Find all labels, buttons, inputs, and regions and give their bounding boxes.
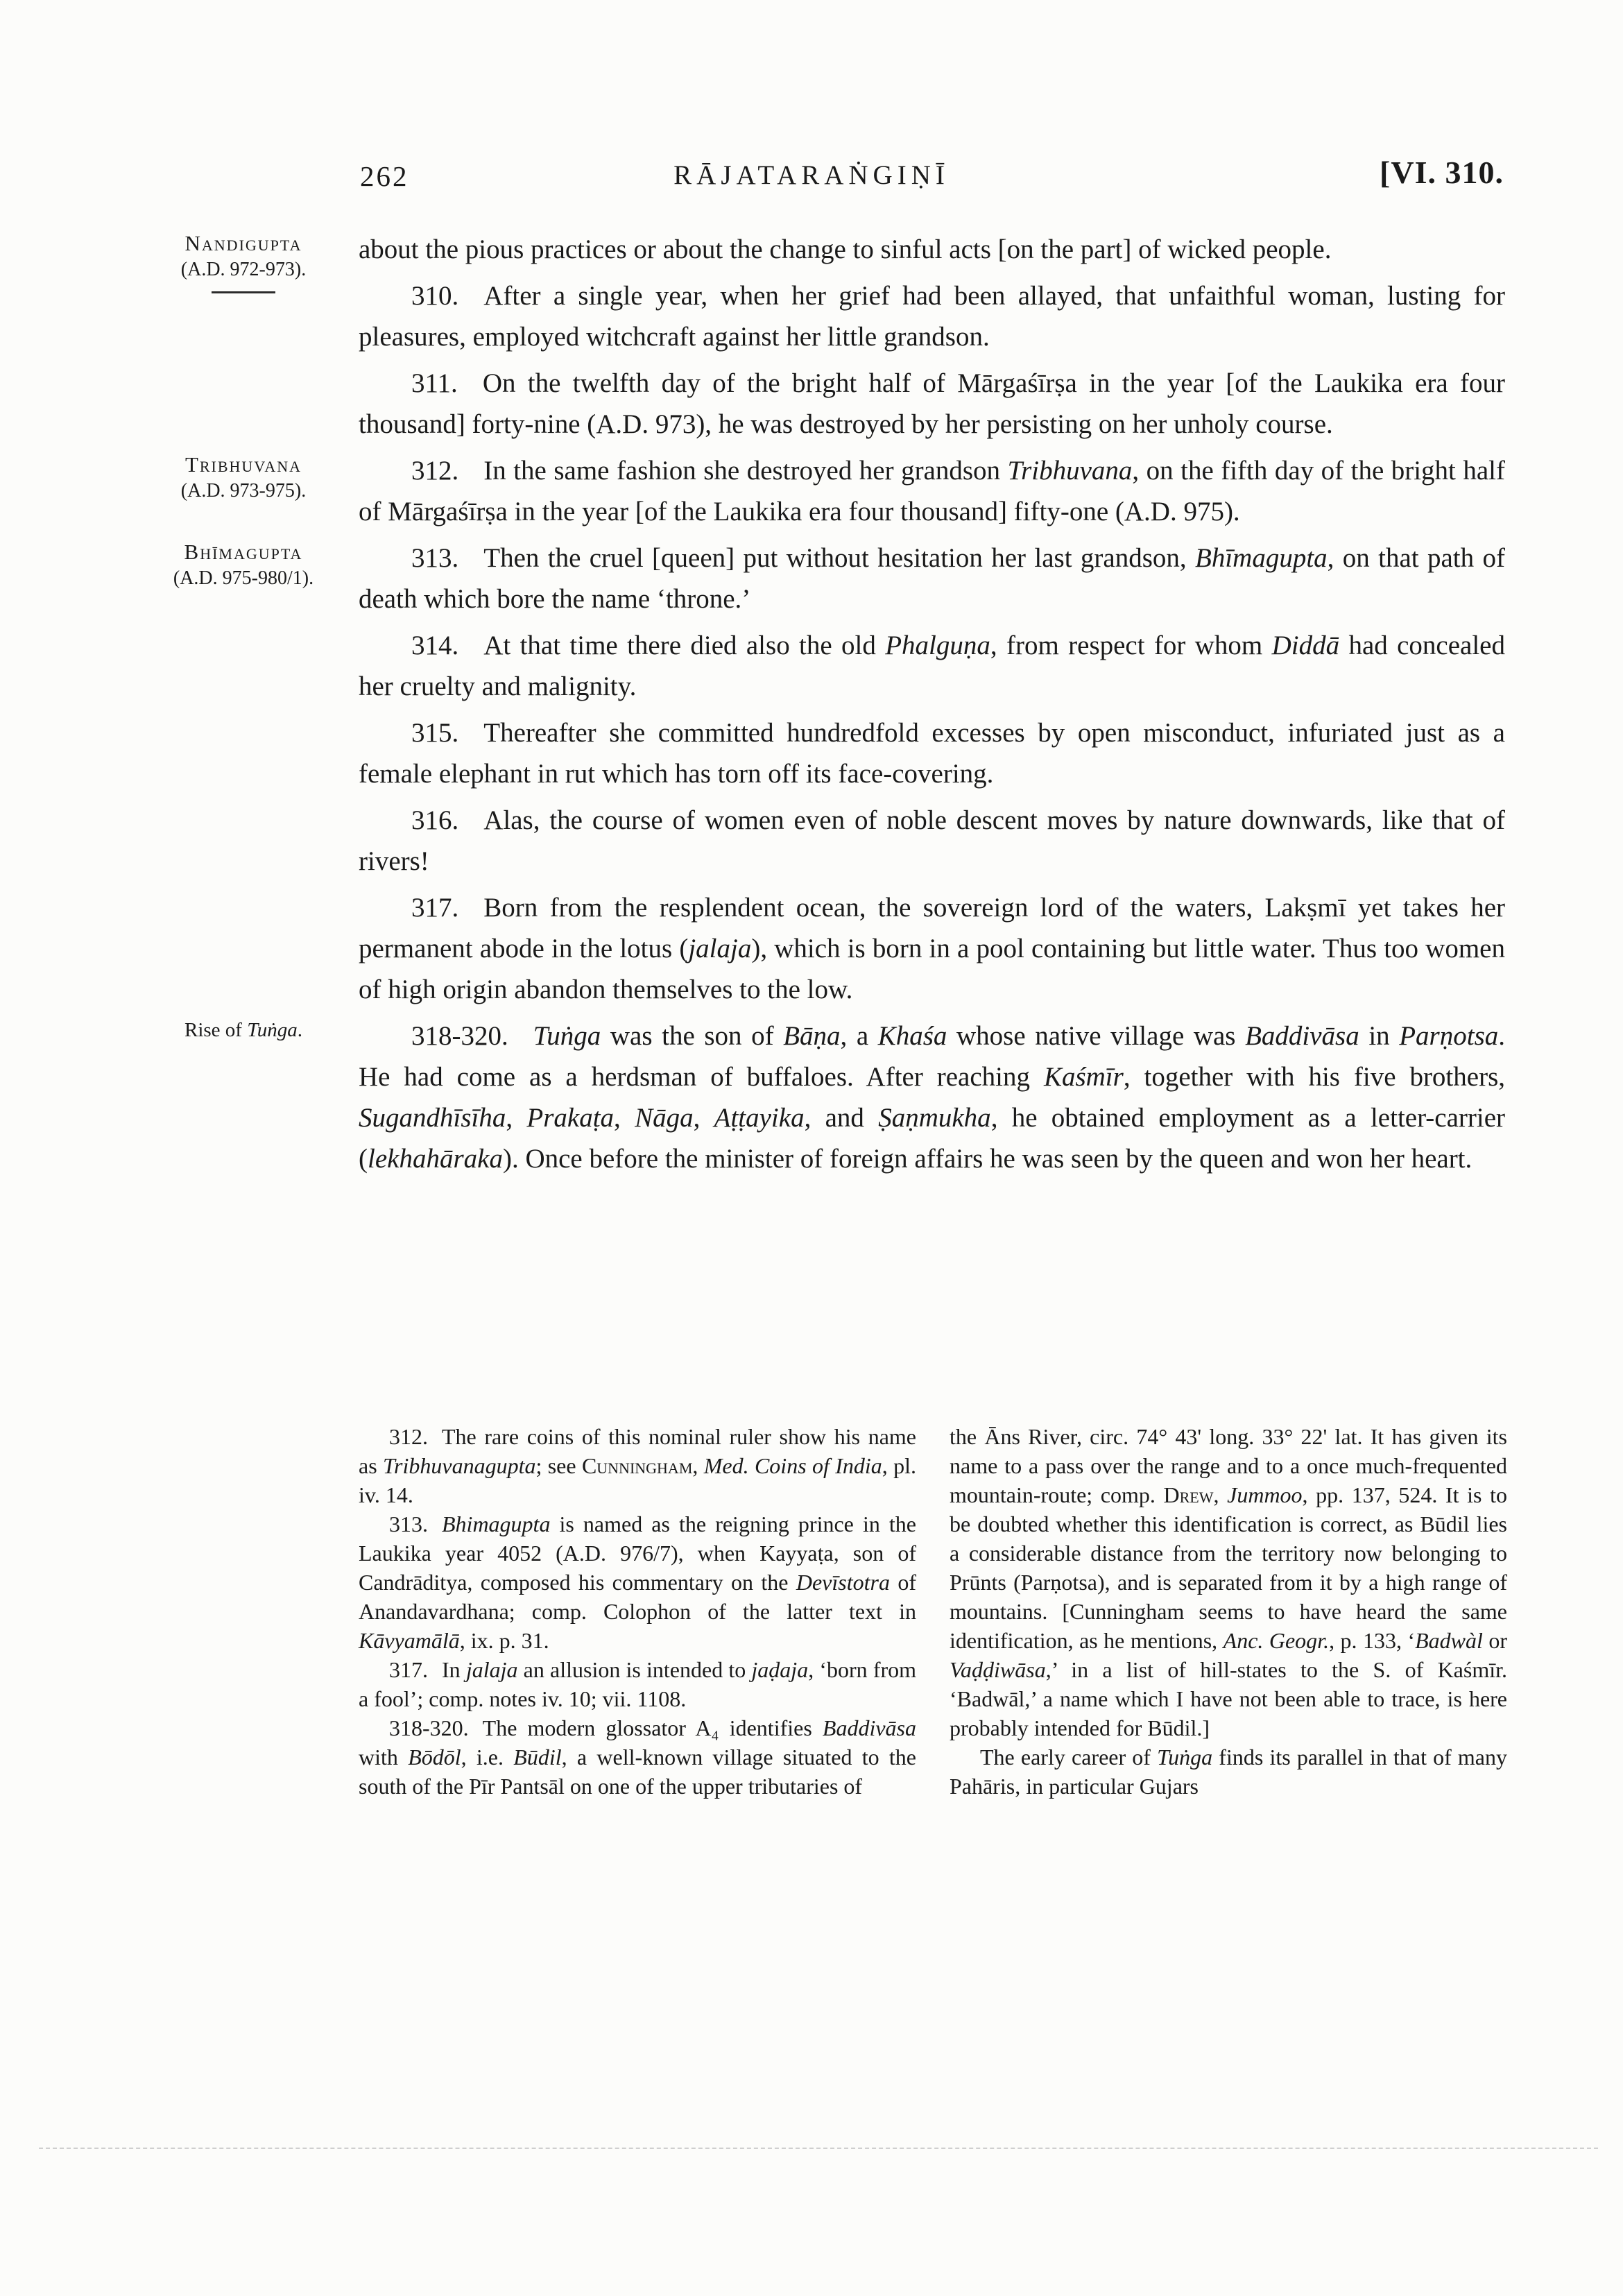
paragraph-continuation (180, 229, 1505, 280)
verse-paragraph-310 (359, 275, 1505, 357)
regnal-dates: (A.D. 973-975). (180, 480, 307, 502)
paragraph-text: 310. After a single year, when her grief had been allayed, that unfaithful woman, lusting for pleasures, employed witchcraft against her little grandson. (359, 281, 1505, 352)
footnote-closing: The early career of Tuṅga finds its parallel in that of many Pahāris, in particular Gujars (950, 1745, 1508, 1799)
margin-note-text: Rise of Tuṅga. (184, 1019, 302, 1041)
verse-paragraph-315 (359, 712, 1505, 794)
regnal-name: Tribhuvana (184, 452, 302, 477)
paragraph-text: 315. Thereafter she committed hundredfold excesses by open misconduct, infuriated just as a female elephant in rut which has torn off its face-covering. (359, 718, 1505, 789)
margin-note-nandigupta (139, 230, 348, 293)
footnote-column-left (359, 1422, 916, 1801)
footnote-column-right (950, 1422, 1507, 1801)
verse-paragraph-316 (359, 800, 1505, 882)
paragraph-text: 313. Then the cruel [queen] put without hesitation her last grandson, Bhīmagupta, on that path of death which bore the name ‘throne.’ (359, 543, 1505, 614)
verse-paragraph-317 (359, 887, 1505, 1010)
paragraph-text: 317. Born from the resplendent ocean, the sovereign lord of the waters, Lakṣmī yet takes her permanent abode in the lotus (jalaja), which is born in a pool containing but little water. Thus too women of high origin abandon themselves to the low. (359, 893, 1505, 1004)
footnote-313: 313. Bhimagupta is named as the reigning prince in the Laukika year 4052 (A.D. 976/7), when Kayyaṭa, son of Candrāditya, composed his commentary on the Devīstotra of Anandavardhana; comp. Colophon of the latter text in Kāvyamālā, ix. p. 31. (359, 1511, 916, 1653)
footnote-317: 317. In jalaja an allusion is intended to jaḍaja, ‘born from a fool’; comp. notes iv. 10; vii. 1108. (359, 1657, 917, 1711)
page-number: 262 (360, 160, 409, 192)
paragraph-text: 314. At that time there died also the old Phalguṇa, from respect for whom Diddā had concealed her cruelty and malignity. (359, 631, 1505, 701)
margin-note-tribhuvana (139, 452, 348, 504)
verse-paragraph-313 (173, 538, 1505, 619)
paragraph-text: about the pious practices or about the change to sinful acts [on the part] of wicked people. (359, 234, 1332, 264)
paragraph-text: 311. On the twelfth day of the bright half of Mārgaśīrṣa in the year [of the Laukika era four thousand] forty-nine (A.D. 973), he was destroyed by her persisting on her unholy course. (359, 368, 1505, 439)
footnote-318-320: 318-320. The modern glossator A₄ identifies Baddivāsa with Bōdōl, i.e. Būdil, a well-known village situated to the south of the Pīr Pantsāl on one of the upper tributaries of (359, 1715, 917, 1799)
footnotes (359, 1422, 1507, 1801)
regnal-dates: (A.D. 975-980/1). (173, 567, 314, 589)
paragraph-text: 318-320. Tuṅga was the son of Bāṇa, a Khaśa whose native village was Baddivāsa in Parṇotsa. He had come as a herdsman of buffaloes. After reaching Kaśmīr, together with his five brothers, Sugandhīsīha, Prakaṭa, Nāga, Aṭṭayika, and Ṣaṇmukha, he obtained employment as a letter-carrier (lekhahāraka). Once before the minister of foreign affairs he was seen by the queen and won her heart. (359, 1021, 1506, 1174)
footnote-312: 312. The rare coins of this nominal ruler show his name as Tribhuvanagupta; see Cunningham, Med. Coins of India, pl. iv. 14. (359, 1424, 917, 1507)
regnal-name: Bhīmagupta (184, 540, 303, 564)
running-title: RĀJATARAṄGIṆĪ (673, 160, 950, 190)
verse-paragraph-311 (359, 363, 1505, 445)
margin-note-rule (212, 291, 275, 293)
paragraph-text: 316. Alas, the course of women even of noble descent moves by nature downwards, like that of rivers! (359, 805, 1505, 876)
regnal-dates: (A.D. 972-973). (180, 259, 307, 280)
paragraph-text: 312. In the same fashion she destroyed her grandson Tribhuvana, on the fifth day of the bright half of Mārgaśīrṣa in the year [of the Laukika era four thousand] fifty-one (A.D. 975). (359, 456, 1505, 526)
verse-paragraph-312 (180, 450, 1505, 532)
verse-paragraph-314 (359, 625, 1505, 707)
margin-note-bhimagupta (139, 539, 348, 592)
scan-artifact-line (39, 2148, 1598, 2149)
page-header (0, 154, 1623, 198)
section-reference: [VI. 310. (1380, 155, 1504, 190)
margin-note-rise-of-tunga (139, 1017, 348, 1043)
regnal-name: Nandigupta (184, 231, 302, 255)
footnote-318-320-continued: the Āns River, circ. 74° 43' long. 33° 22' lat. It has given its name to a pass over the range and to a once much-frequented mountain-route; comp. Drew, Jummoo, pp. 137, 524. It is to be doubted whether this identification is correct, as Būdil lies a considerable distance from the territory now belonging to Prūnts (Parṇotsa), and is separated from it by a high range of mountains. [Cunningham seems to have heard the same identification, as he mentions, Anc. Geogr., p. 133, ‘Badwàl or Vaḍḍiwāsa,’ in a list of hill-states to the S. of Kaśmīr. ‘Badwāl,’ a name which I have not been able to trace, is here probably intended for Būdil.] (950, 1424, 1508, 1740)
main-text-column (173, 229, 1506, 1185)
verse-paragraph-318-320 (184, 1016, 1506, 1179)
